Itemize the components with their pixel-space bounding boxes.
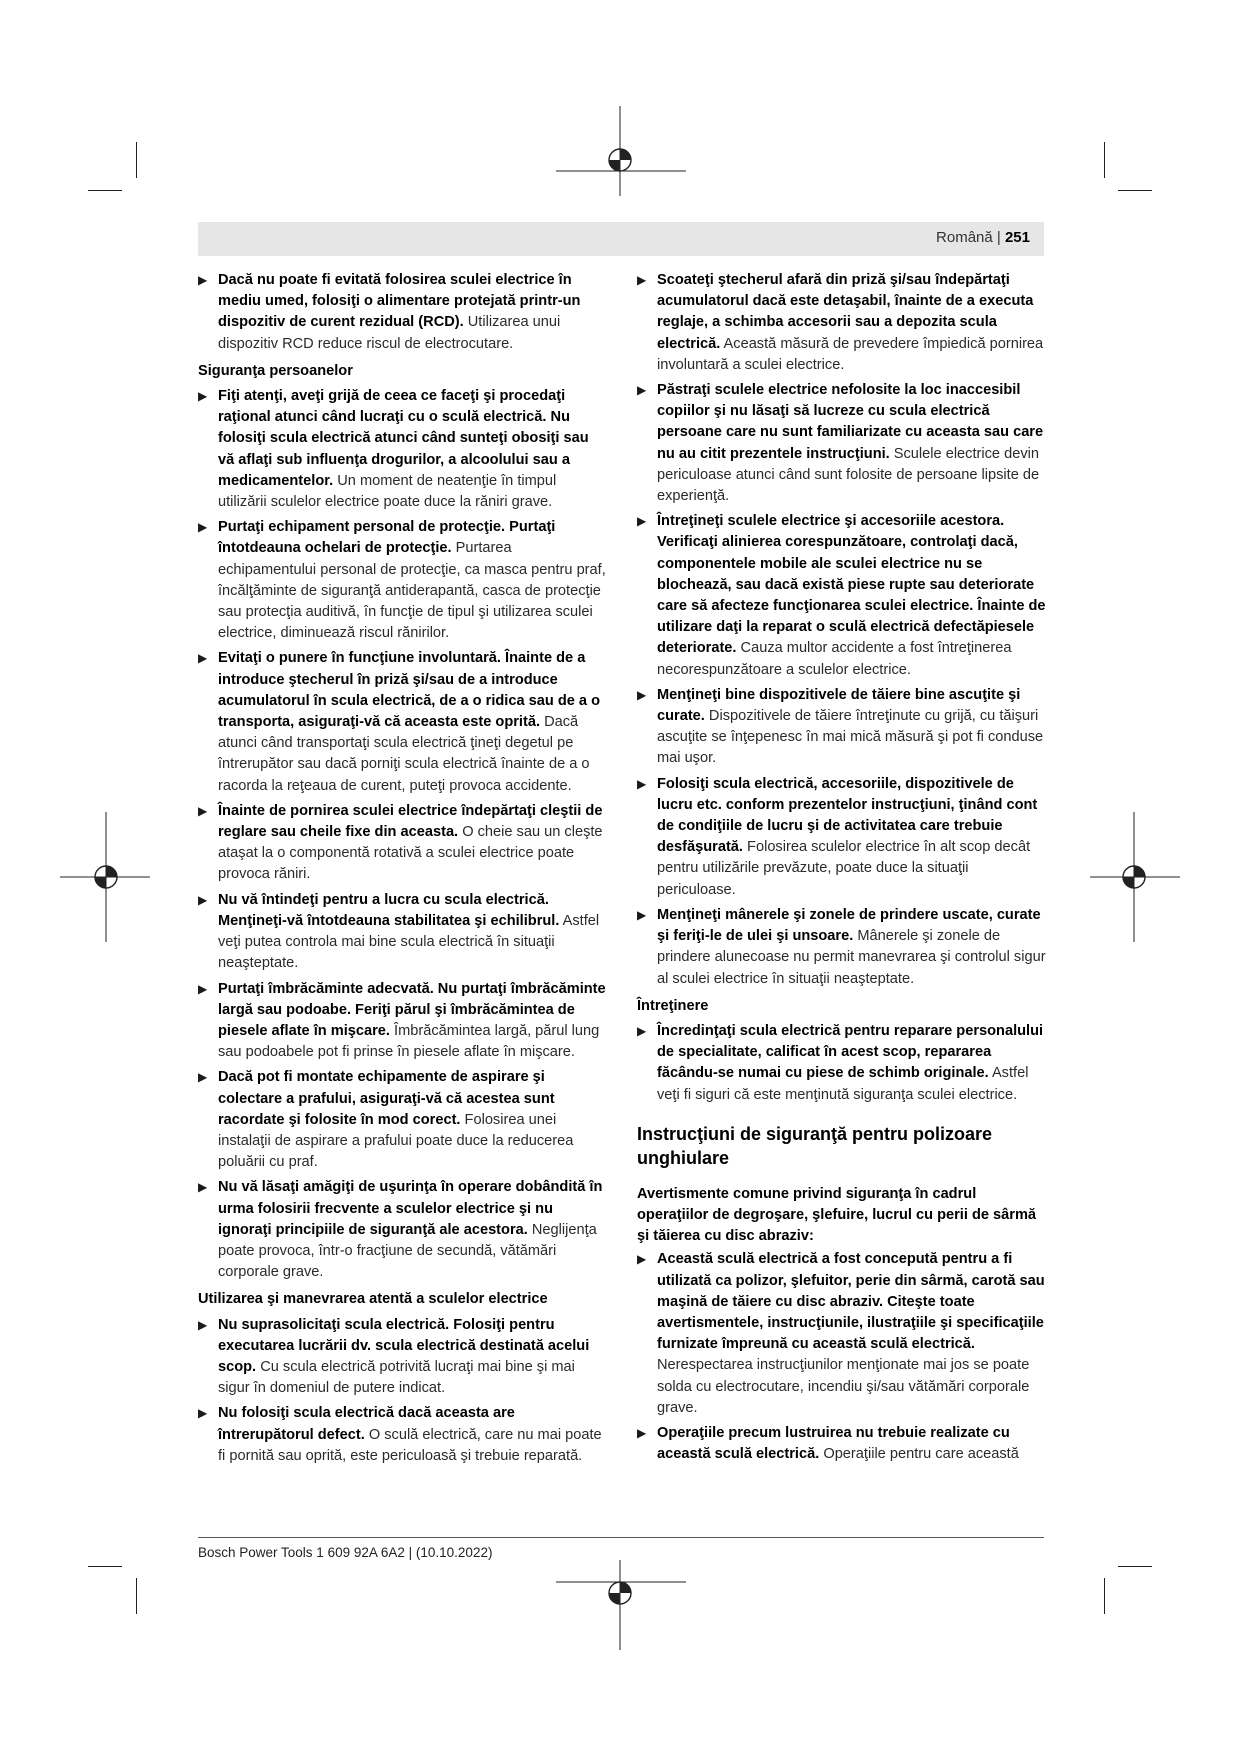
list-item bbox=[198, 386, 608, 513]
instruction-bold: Purtaţi îmbrăcăminte adecvată. Nu purtaţi îmbrăcăminte largă sau podoabe. Feriţi părul şi îmbrăcămintea de piesele aflate în mişcare. bbox=[218, 980, 606, 1039]
section-sub: Avertismente comune privind siguranţa în cadrul operaţiilor de degroşare, şlefuire, lucrul cu perii de sârmă şi tăierea cu disc abraziv: bbox=[637, 1185, 1037, 1245]
instruction-bold: Păstraţi sculele electrice nefolosite la loc inaccesibil copiilor şi nu lăsaţi să lucreze cu scula electrică persoane care nu sunt familiarizate cu aceasta sau care nu au citit prezentele instrucţiuni. bbox=[657, 382, 1044, 462]
instruction-explanation: Utilizarea unui dispozitiv RCD reduce riscul de electrocutare. bbox=[218, 314, 561, 352]
bullet-arrow-icon: ▶ bbox=[637, 273, 647, 287]
instruction-explanation: Operaţiile pentru care această bbox=[823, 1446, 1019, 1463]
bullet-arrow-icon: ▶ bbox=[637, 907, 647, 922]
list-item bbox=[637, 511, 1047, 681]
instruction-bold: Fiţi atenţi, aveţi grijă de ceea ce faceţi şi procedaţi raţional atunci când lucraţi cu o sculă electrică. Nu folosiţi scula electrică atunci când sunteţi obosiţi sau vă aflaţi sub influenţa drogurilor, a alcoolului sau a medicamentelor. bbox=[218, 388, 589, 489]
instruction-explanation: Astfel veţi putea controla mai bine scula electrică în situaţii neaşteptate. bbox=[218, 912, 600, 972]
list-item bbox=[637, 270, 1047, 376]
crop-mark bbox=[136, 1578, 137, 1614]
list-item bbox=[198, 1067, 608, 1173]
instruction-explanation: Astfel veţi fi siguri că este menţinută siguranţa sculei electrice. bbox=[657, 1065, 1029, 1103]
crop-mark bbox=[1118, 1566, 1152, 1567]
section-title: Instrucţiuni de siguranţă pentru polizoare unghiulare bbox=[637, 1123, 993, 1168]
registration-mark-icon bbox=[556, 106, 686, 196]
bullet-arrow-icon: ▶ bbox=[637, 687, 647, 702]
instruction-explanation: Cauza multor accidente a fost întreţinerea necorespunzătoare a sculelor electrice. bbox=[657, 640, 1012, 678]
registration-mark-icon bbox=[556, 1560, 686, 1650]
registration-mark-icon bbox=[60, 812, 150, 942]
page-number: 251 bbox=[1004, 229, 1030, 246]
bullet-arrow-icon: ▶ bbox=[637, 383, 647, 398]
bullet-arrow-icon: ▶ bbox=[637, 1023, 647, 1038]
instruction-bold: Întreţineţi sculele electrice şi accesoriile acestora. Verificaţi alinierea corespunzătoare, controlaţi dacă, componentele mobile ale sculei electrice nu se blochează, sau dacă există piese rupte sau deteriorate care să afecteze funcţionarea sculei electrice. Înainte de utilizare daţi la reparat o sculă electrică defectăpiesele deteriorate. bbox=[657, 513, 1046, 657]
page-header bbox=[198, 222, 1044, 256]
instruction-bold: Folosiţi scula electrică, accesoriile, dispozitivele de lucru etc. conform prezentelor instrucţiuni, ţinând cont de condiţiile de lucru şi de activitatea care trebuie desfăşurată. bbox=[657, 775, 1038, 856]
list-item bbox=[637, 774, 1047, 901]
bullet-arrow-icon: ▶ bbox=[637, 776, 647, 791]
instruction-bold: Nu folosiţi scula electrică dacă aceasta are întrerupătorul defect. bbox=[218, 1405, 515, 1443]
subhead: Utilizarea şi manevrarea atentă a sculelor electrice bbox=[198, 1291, 548, 1308]
footer-divider bbox=[198, 1537, 1044, 1538]
instruction-explanation: O cheie sau un cleşte ataşat la o componentă rotativă a sculei electrice poate provoca răniri. bbox=[218, 824, 603, 883]
list-item bbox=[637, 380, 1047, 507]
instruction-bold: Purtaţi echipament personal de protecţie. Purtaţi întotdeauna ochelari de protecţie. bbox=[218, 519, 556, 557]
instruction-explanation: O sculă electrică, care nu mai poate fi pornită sau oprită, este periculoasă şi trebuie reparată. bbox=[218, 1426, 602, 1464]
list-item bbox=[637, 1021, 1047, 1106]
bullet-arrow-icon: ▶ bbox=[198, 981, 208, 996]
instruction-explanation: Neglijenţa poate provoca, într-o fracţiune de secundă, vătămări corporale grave. bbox=[218, 1221, 597, 1281]
bullet-arrow-icon: ▶ bbox=[637, 1252, 647, 1267]
bullet-arrow-icon: ▶ bbox=[198, 389, 208, 404]
bullet-arrow-icon: ▶ bbox=[198, 1070, 208, 1085]
bullet-arrow-icon: ▶ bbox=[637, 514, 647, 529]
crop-mark bbox=[1104, 142, 1105, 178]
bullet-arrow-icon: ▶ bbox=[637, 1425, 647, 1440]
instruction-bold: Scoateţi ştecherul afară din priză şi/sau îndepărtaţi acumulatorul dacă este detaşabil, înainte de a executa reglaje, a schimba accesorii sau a depozita scula electrică. bbox=[657, 272, 1034, 352]
instruction-explanation: Purtarea echipamentului personal de protecţie, ca masca pentru praf, încălţăminte de siguranţă antiderapantă, casca de protecţie sau protecţia auditivă, în funcţie de tipul şi utilizarea sculei electrice, diminuează riscul rănirilor. bbox=[218, 540, 606, 642]
bullet-arrow-icon: ▶ bbox=[198, 520, 208, 535]
list-item bbox=[637, 905, 1047, 990]
bullet-arrow-icon: ▶ bbox=[198, 803, 208, 818]
subhead: Întreţinere bbox=[637, 997, 709, 1014]
instruction-explanation: Sculele electrice devin periculoase atunci când sunt folosite de persoane lipsite de experienţă. bbox=[657, 445, 1040, 505]
list-item bbox=[198, 517, 608, 644]
instruction-bold: Menţineţi bine dispozitivele de tăiere bine ascuţite şi curate. bbox=[657, 686, 1021, 725]
left-column bbox=[198, 270, 608, 1471]
header-language: Română bbox=[936, 229, 993, 246]
list-item bbox=[637, 685, 1047, 770]
instruction-explanation: Un moment de neatenţie în timpul utilizării sculelor electrice poate duce la răniri grave. bbox=[218, 472, 557, 511]
bullet-arrow-icon: ▶ bbox=[198, 892, 208, 907]
instruction-bold: Înainte de pornirea sculei electrice îndepărtaţi cleştii de reglare sau cheile fixe din aceasta. bbox=[218, 802, 603, 841]
instruction-bold: Nu vă întindeţi pentru a lucra cu scula electrică. Menţineţi-vă întotdeauna stabilitatea şi echilibrul. bbox=[218, 891, 560, 929]
instruction-bold: Această sculă electrică a fost concepută pentru a fi utilizată ca polizor, şlefuitor, perie din sârmă, carotă sau maşină de tăiere cu disc abraziv. Citeşte toate avertismentele, instrucţiunile, ilustraţiile şi specificaţiile furnizate împreună cu această sculă electrică. bbox=[657, 1251, 1045, 1353]
crop-mark bbox=[136, 142, 137, 178]
instruction-explanation: Dispozitivele de tăiere întreţinute cu grijă, cu tăişuri ascuţite se înţepenesc în mai mică măsură şi pot fi conduse mai uşor. bbox=[657, 708, 1044, 767]
list-item bbox=[198, 1315, 608, 1400]
instruction-explanation: Folosirea sculelor electrice în alt scop decât pentru utilizările prevăzute, poate duce la situaţii periculoase. bbox=[657, 839, 1031, 898]
list-item bbox=[198, 801, 608, 886]
list-item bbox=[637, 1249, 1047, 1419]
instruction-explanation: Folosirea unei instalaţii de aspirare a prafului poate duce la reducerea poluării cu praf. bbox=[218, 1111, 574, 1171]
instruction-bold: Evitaţi o punere în funcţiune involuntară. Înainte de a introduce ştecherul în priză şi/sau de a introduce acumulatorul în scula electrică, de a o ridica sau de a o transporta, asiguraţi-vă că aceasta este oprită. bbox=[218, 650, 601, 731]
list-item bbox=[198, 648, 608, 796]
bullet-arrow-icon: ▶ bbox=[198, 1317, 208, 1332]
instruction-explanation: Mânerele şi zonele de prindere alunecoase nu permit manevrarea şi controlul sigur al sculei electrice în situaţii neaşteptate. bbox=[657, 928, 1046, 987]
page-header-label: Română | 251 bbox=[936, 229, 1030, 246]
list-item bbox=[198, 270, 608, 355]
list-item bbox=[198, 979, 608, 1064]
instruction-bold: Încredinţaţi scula electrică pentru reparare personalului de specialitate, calificat în acest scop, repararea făcându-se numai cu piese de schimb originale. bbox=[657, 1022, 1044, 1082]
page-footer: Bosch Power Tools 1 609 92A 6A2 | (10.10.2022) bbox=[198, 1545, 493, 1560]
crop-mark bbox=[1118, 190, 1152, 191]
instruction-explanation: Nerespectarea instrucţiunilor menţionate mai jos se poate solda cu electrocutare, incendiu şi/sau vătămări corporale grave. bbox=[657, 1357, 1030, 1416]
instruction-bold: Dacă nu poate fi evitată folosirea sculei electrice în mediu umed, folosiţi o alimentare protejată printr-un dispozitiv de curent rezidual (RCD). bbox=[218, 272, 581, 331]
instruction-bold: Menţineţi mânerele şi zonele de prindere uscate, curate şi feriţi-le de ulei şi unsoare. bbox=[657, 906, 1041, 945]
instruction-explanation: Această măsură de prevedere împiedică pornirea involuntară a sculei electrice. bbox=[657, 335, 1044, 373]
crop-mark bbox=[1104, 1578, 1105, 1614]
instruction-bold: Dacă pot fi montate echipamente de aspirare şi colectare a prafului, asiguraţi-vă că acestea sunt racordate şi folosite în mod corect. bbox=[218, 1069, 555, 1128]
list-item bbox=[198, 890, 608, 975]
subhead: Siguranţa persoanelor bbox=[198, 362, 353, 379]
right-column bbox=[637, 270, 1047, 1469]
instruction-bold: Nu suprasolicitaţi scula electrică. Folosiţi pentru executarea lucrării dv. scula electrică destinată acelui scop. bbox=[218, 1316, 590, 1375]
list-item bbox=[637, 1423, 1047, 1465]
list-item bbox=[198, 1403, 608, 1467]
instruction-explanation: Îmbrăcămintea largă, părul lung sau podoabele pot fi prinse în piesele aflate în mişcare. bbox=[218, 1022, 600, 1061]
bullet-arrow-icon: ▶ bbox=[198, 651, 208, 666]
list-item bbox=[198, 1177, 608, 1283]
instruction-bold: Nu vă lăsaţi amăgiţi de uşurinţa în operare dobândită în urma folosirii frecvente a sculelor electrice şi nu ignoraţi principiile de siguranţă ale acestora. bbox=[218, 1179, 603, 1238]
instruction-bold: Operaţiile precum lustruirea nu trebuie realizate cu această sculă electrică. bbox=[657, 1424, 1010, 1463]
registration-mark-icon bbox=[1090, 812, 1180, 942]
bullet-arrow-icon: ▶ bbox=[198, 1406, 208, 1421]
instruction-explanation: Dacă atunci când transportaţi scula electrică ţineţi degetul pe întrerupător sau dacă porniţi scula electrică înainte de a o racorda la reţeaua de curent, puteţi provoca accidente. bbox=[218, 714, 590, 794]
crop-mark bbox=[88, 190, 122, 191]
instruction-explanation: Cu scula electrică potrivită lucraţi mai bine şi mai sigur în domeniul de putere indicat. bbox=[218, 1358, 575, 1397]
crop-mark bbox=[88, 1566, 122, 1567]
bullet-arrow-icon: ▶ bbox=[198, 273, 208, 287]
bullet-arrow-icon: ▶ bbox=[198, 1180, 208, 1195]
